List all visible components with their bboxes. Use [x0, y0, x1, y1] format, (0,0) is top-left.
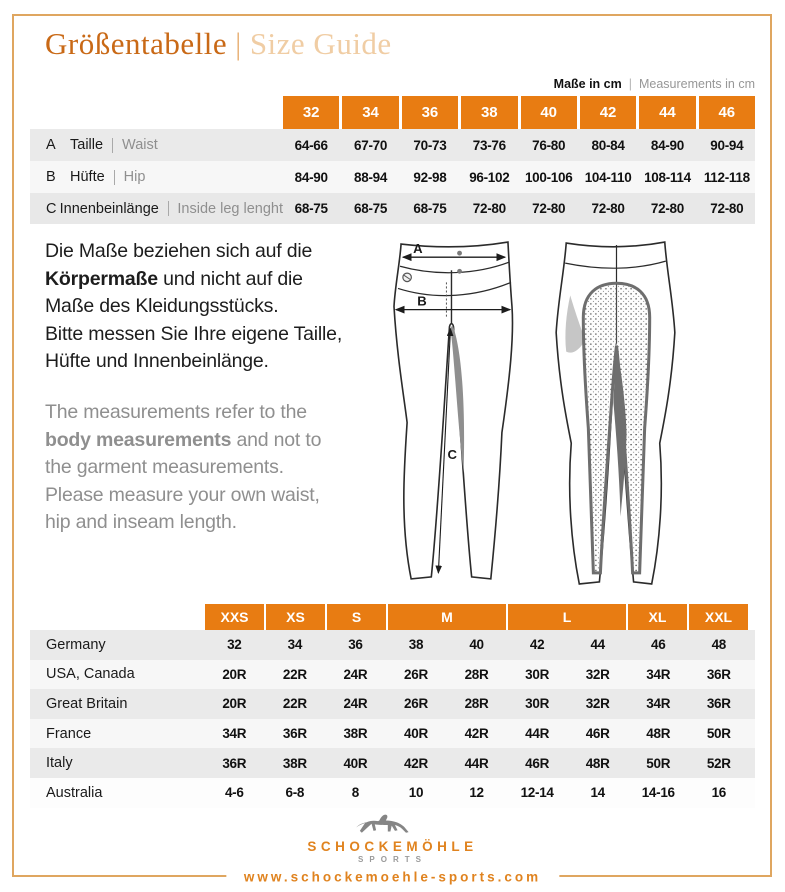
row-values: [283, 170, 755, 185]
row-values: [205, 637, 748, 652]
size-header-cell: XXS: [205, 604, 264, 630]
units-note: [554, 77, 755, 91]
website-link[interactable]: www.schockemoehle-sports.com: [226, 868, 559, 887]
measurement-value: 72-80: [710, 201, 744, 216]
units-german: Maße in cm: [553, 77, 622, 91]
note-bold: Körpermaße: [45, 267, 158, 290]
size-header-cell: 42: [580, 96, 636, 129]
label-divider: [112, 138, 113, 153]
conversion-value: 46: [651, 637, 666, 653]
country-label: Germany: [46, 636, 106, 653]
conversion-value: 52R: [706, 755, 731, 771]
note-german: [45, 238, 385, 376]
table-row-great-britain: [30, 689, 755, 719]
row-label-english: Hip: [123, 169, 146, 185]
row-letter: A: [46, 137, 56, 153]
note-english: [45, 399, 385, 537]
note-line: the garment measurements.: [45, 456, 284, 478]
conversion-value: 24R: [343, 666, 368, 682]
brand-subtitle: SPORTS: [358, 855, 427, 864]
conversion-value: 30R: [525, 696, 550, 712]
label-divider: [114, 170, 115, 185]
row-label: [30, 201, 283, 217]
row-label-german: Hüfte: [70, 169, 105, 185]
measurement-table: [30, 129, 755, 224]
conversion-value: 32R: [585, 696, 610, 712]
conversion-value: 20R: [222, 696, 247, 712]
conversion-value: 14: [590, 785, 605, 801]
conversion-value: 26R: [404, 696, 428, 712]
table-row-france: [30, 719, 755, 749]
measurement-value: 70-73: [413, 137, 447, 153]
conversion-value: 40R: [343, 755, 368, 771]
country-label: USA, Canada: [46, 666, 135, 683]
measurement-value: 72-80: [472, 201, 506, 216]
row-values: [205, 726, 748, 741]
conversion-value: 22R: [282, 696, 307, 712]
row-letter: C: [46, 200, 57, 217]
conversion-value: 40: [469, 637, 484, 653]
size-header-cell: 32: [283, 96, 339, 129]
conversion-value: 22R: [282, 666, 307, 682]
row-label: [30, 137, 283, 153]
row-letter: B: [46, 169, 56, 185]
row-label: [30, 169, 283, 185]
table-row-inseam: [30, 193, 755, 224]
country-label: Australia: [46, 784, 103, 801]
size-header-cell: 36: [402, 96, 458, 129]
conversion-value: 42R: [404, 755, 428, 771]
note-line: Maße des Kleidungsstücks.: [45, 295, 279, 317]
conversion-value: 24R: [343, 696, 368, 712]
size-header-cell: 38: [461, 96, 517, 129]
conversion-value: 4-6: [224, 785, 244, 801]
size-header-cell: M: [388, 604, 506, 630]
conversion-value: 8: [351, 785, 360, 801]
label-divider: [168, 201, 169, 216]
row-values: [283, 138, 755, 153]
measurement-value: 104-110: [584, 169, 632, 185]
size-header-cell: L: [508, 604, 626, 630]
country-label: France: [46, 725, 92, 742]
conversion-value: 38R: [282, 755, 307, 771]
title-english: Size Guide: [249, 26, 392, 61]
conversion-value: 12: [469, 785, 484, 801]
table-row-hip: [30, 161, 755, 193]
units-english: Measurements in cm: [638, 77, 755, 91]
note-line: Die Maße beziehen sich auf die: [45, 240, 313, 262]
conversion-table-size-header: [205, 604, 748, 630]
size-header-cell: S: [327, 604, 386, 630]
conversion-value: 42: [529, 637, 545, 653]
title-german: Größentabelle: [45, 26, 228, 61]
size-header-cell: 40: [521, 96, 577, 129]
conversion-value: 50R: [646, 755, 671, 771]
breeches-front-diagram: [390, 236, 518, 592]
measurement-value: 68-75: [354, 201, 388, 216]
conversion-value: 34R: [222, 726, 247, 742]
conversion-value: 36R: [706, 666, 731, 682]
measurement-value: 68-75: [413, 201, 447, 216]
measurement-value: 100-106: [524, 169, 573, 185]
table-row-waist: [30, 129, 755, 161]
note-line: hip and inseam length.: [45, 511, 237, 533]
note-line: [45, 266, 385, 294]
row-values: [205, 756, 748, 771]
conversion-value: 14-16: [641, 785, 675, 801]
measurement-value: 68-75: [294, 201, 328, 216]
conversion-value: 34: [287, 637, 303, 653]
measurement-value: 80-84: [591, 137, 625, 153]
conversion-value: 48: [711, 637, 726, 653]
size-header-cell: 44: [639, 96, 695, 129]
conversion-value: 48R: [585, 755, 610, 771]
row-label-english: Inside leg lenght: [177, 200, 283, 217]
size-header-cell: 46: [699, 96, 755, 129]
measurement-table-size-header: [283, 96, 755, 129]
conversion-value: 46R: [585, 726, 610, 742]
horse-rider-logo-icon: [354, 812, 432, 838]
conversion-value: 36R: [706, 696, 731, 712]
conversion-value: 36R: [282, 726, 307, 742]
note-bold: body measurements: [45, 428, 232, 451]
breeches-back-diagram: [554, 237, 680, 591]
measurement-value: 73-76: [472, 137, 506, 153]
country-label: Italy: [46, 755, 73, 772]
measurement-value: 88-94: [354, 169, 388, 185]
button: [457, 251, 462, 256]
conversion-value: 30R: [525, 666, 550, 682]
table-row-usa-canada: [30, 660, 755, 690]
label-C: C: [447, 446, 457, 462]
measurement-value: 84-90: [294, 169, 328, 185]
note-text: und nicht auf die: [157, 267, 303, 290]
conversion-value: 34R: [646, 666, 671, 682]
label-A: A: [413, 241, 423, 257]
measurement-value: 112-118: [703, 169, 750, 185]
conversion-value: 26R: [404, 666, 428, 682]
conversion-value: 44R: [525, 726, 550, 742]
conversion-value: 40R: [404, 726, 428, 742]
measurement-value: 84-90: [650, 137, 684, 153]
conversion-value: 10: [408, 785, 424, 801]
conversion-value: 20R: [222, 666, 247, 682]
units-divider: |: [628, 77, 632, 91]
conversion-value: 32R: [585, 666, 610, 682]
conversion-value: 28R: [464, 666, 489, 682]
conversion-value: 34R: [646, 696, 671, 712]
measurement-value: 72-80: [650, 201, 684, 216]
note-line: Hüfte und Innenbeinlänge.: [45, 350, 269, 372]
row-label-english: Waist: [122, 137, 158, 153]
title-divider: |: [235, 26, 242, 61]
row-values: [205, 667, 748, 682]
measurement-value: 72-80: [591, 201, 625, 216]
row-label-german: Innenbeinlänge: [59, 200, 159, 217]
conversion-value: 48R: [646, 726, 671, 742]
conversion-value: 38R: [343, 726, 368, 742]
country-label: Great Britain: [46, 695, 128, 712]
note-line: Please measure your own waist,: [45, 483, 320, 506]
note-line: The measurements refer to the: [45, 401, 307, 423]
conversion-value: 50R: [706, 726, 731, 742]
measurement-value: 108-114: [644, 169, 691, 185]
page-title: [45, 26, 392, 62]
row-values: [205, 785, 748, 800]
note-text: and not to: [231, 428, 322, 451]
measurement-value: 72-80: [532, 201, 566, 216]
row-values: [283, 201, 755, 216]
label-B: B: [417, 293, 427, 309]
conversion-value: 44R: [464, 755, 489, 771]
brand-name: SCHOCKEMÖHLE: [307, 839, 478, 854]
table-row-italy: [30, 748, 755, 778]
size-header-cell: 34: [342, 96, 398, 129]
size-header-cell: XL: [628, 604, 687, 630]
conversion-value: 36: [348, 637, 363, 653]
note-line: Bitte messen Sie Ihre eigene Taille,: [45, 322, 343, 345]
measurement-value: 96-102: [469, 169, 510, 185]
conversion-value: 6-8: [285, 785, 305, 801]
conversion-value: 32: [227, 637, 242, 653]
conversion-value: 12-14: [520, 785, 554, 801]
row-values: [205, 696, 748, 711]
conversion-value: 44: [590, 637, 605, 653]
size-header-cell: XXL: [689, 604, 748, 630]
conversion-value: 38: [408, 637, 424, 653]
measurement-value: 90-94: [710, 137, 744, 153]
note-line: [45, 427, 385, 455]
measurement-value: 64-66: [294, 137, 328, 153]
button: [457, 269, 462, 274]
conversion-value: 46R: [525, 755, 550, 771]
measurement-value: 76-80: [532, 137, 566, 153]
table-row-australia: [30, 778, 755, 808]
measurement-value: 67-70: [354, 137, 388, 153]
conversion-value: 42R: [464, 726, 489, 742]
conversion-value: 16: [711, 785, 726, 801]
measurement-value: 92-98: [413, 169, 447, 185]
table-row-germany: [30, 630, 755, 660]
row-label-german: Taille: [70, 137, 104, 153]
conversion-table: [30, 630, 755, 808]
size-header-cell: XS: [266, 604, 325, 630]
conversion-value: 36R: [222, 755, 247, 771]
conversion-value: 28R: [464, 696, 489, 712]
